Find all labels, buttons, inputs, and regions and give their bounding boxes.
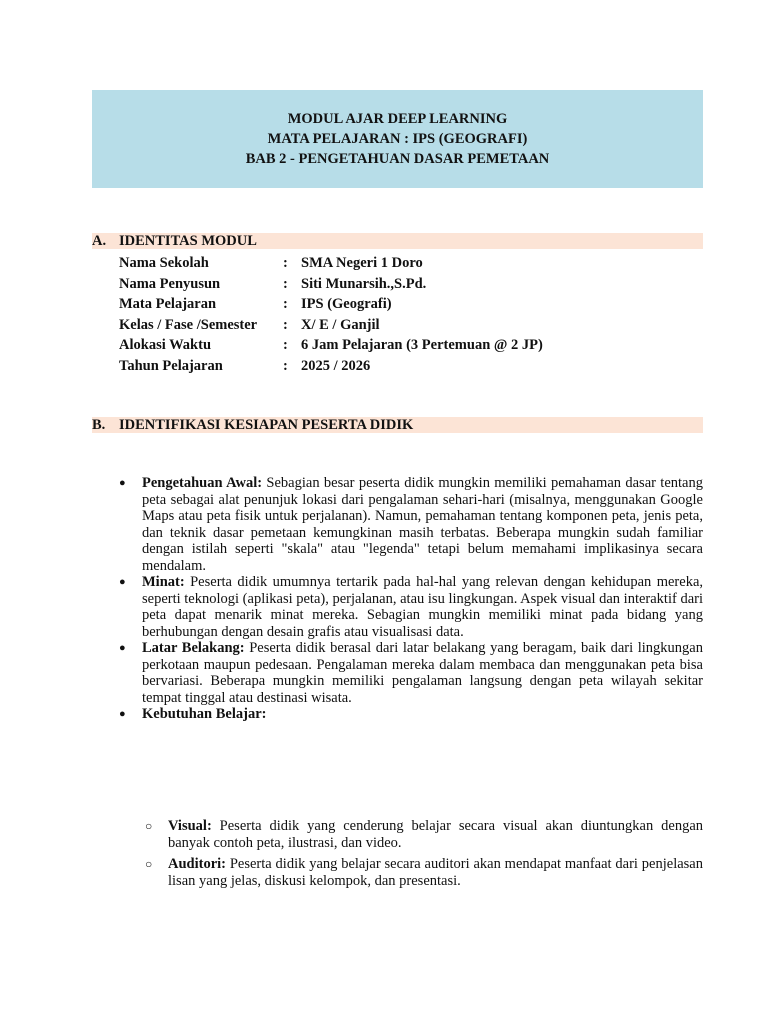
identity-label: Kelas / Fase /Semester bbox=[119, 316, 258, 333]
section-b-heading bbox=[92, 417, 703, 433]
section-a-heading bbox=[92, 233, 703, 249]
list-item-background bbox=[119, 640, 703, 706]
sub-bullet-circle-icon: ○ bbox=[145, 857, 153, 871]
bullet-dot-icon: ● bbox=[119, 642, 126, 654]
readiness-bullet-list bbox=[119, 475, 703, 723]
identity-value: IPS (Geografi) bbox=[301, 296, 392, 312]
sub-bullet-text: Peserta didik yang cenderung belajar secara visual akan diuntungkan dengan banyak contoh peta, ilustrasi, dan video. bbox=[168, 818, 703, 851]
bullet-dot-icon: ● bbox=[119, 576, 126, 588]
identity-colon: : bbox=[283, 275, 288, 292]
list-item-learning-needs bbox=[119, 706, 703, 723]
sub-bullet-term: Auditori: bbox=[168, 856, 226, 872]
identity-colon: : bbox=[283, 337, 288, 353]
identity-table bbox=[119, 253, 543, 376]
section-b-letter: B. bbox=[92, 417, 106, 433]
title-line-2: MATA PELAJARAN : IPS (GEOGRAFI) bbox=[267, 131, 528, 147]
identity-value: Siti Munarsih.,S.Pd. bbox=[301, 275, 427, 292]
title-line-1: MODUL AJAR DEEP LEARNING bbox=[287, 111, 508, 127]
identity-label: Mata Pelajaran bbox=[119, 296, 217, 312]
identity-row-author bbox=[119, 274, 543, 295]
document-title-box bbox=[92, 90, 703, 188]
sub-bullet-term: Visual: bbox=[168, 818, 212, 834]
bullet-term: Pengetahuan Awal: bbox=[142, 475, 263, 491]
bullet-text: Peserta didik berasal dari latar belakang yang beragam, baik dari lingkungan perkotaan maupun pedesaan. Pengalaman mereka dalam membaca dan menggunakan peta bisa bervariasi. Beberapa mungkin memiliki pengalaman langsung dengan peta wilayah sekitar tempat tinggal atau destinasi wisata. bbox=[142, 640, 703, 706]
identity-colon: : bbox=[283, 296, 288, 312]
list-item-prior-knowledge bbox=[119, 475, 703, 574]
bullet-dot-icon: ● bbox=[119, 477, 126, 489]
identity-value: X/ E / Ganjil bbox=[301, 316, 380, 333]
identity-colon: : bbox=[283, 357, 288, 374]
bullet-text: Sebagian besar peserta didik mungkin memiliki pemahaman dasar tentang peta sebagai alat penunjuk lokasi dari pengalaman sehari-hari (misalnya, menggunakan Google Maps atau peta fisik untuk perjalanan). Namun, pemahaman tentang komponen peta, jenis peta, dan teknik dasar pemetaan kemungkinan masih terbatas. Beberapa mungkin sudah familiar dengan istilah seperti "skala" atau "legenda" tetapi belum memahami implikasinya secara mendalam. bbox=[142, 475, 703, 574]
list-item-interest bbox=[119, 574, 703, 640]
identity-colon: : bbox=[283, 316, 288, 333]
learning-needs-sub-list bbox=[145, 818, 703, 894]
identity-label: Tahun Pelajaran bbox=[119, 357, 223, 374]
identity-row-time bbox=[119, 335, 543, 356]
section-a-title: IDENTITAS MODUL bbox=[119, 233, 257, 249]
identity-colon: : bbox=[283, 255, 288, 271]
list-item-visual bbox=[145, 818, 703, 851]
identity-row-subject bbox=[119, 294, 543, 315]
bullet-text: Peserta didik umumnya tertarik pada hal-hal yang relevan dengan kehidupan mereka, seperti teknologi (aplikasi peta), perjalanan, atau isu lingkungan. Aspek visual dan interaktif dari peta dapat menarik minat mereka. Sebagian mungkin memiliki minat pada bidang yang berhubungan dengan desain grafis atau visualisasi data. bbox=[142, 574, 703, 640]
identity-value: 6 Jam Pelajaran (3 Pertemuan @ 2 JP) bbox=[301, 337, 543, 353]
bullet-dot-icon: ● bbox=[119, 708, 126, 720]
identity-label: Nama Sekolah bbox=[119, 255, 209, 271]
identity-label: Nama Penyusun bbox=[119, 275, 221, 292]
identity-row-year bbox=[119, 356, 543, 377]
identity-value: 2025 / 2026 bbox=[301, 357, 371, 374]
bullet-term: Latar Belakang: bbox=[142, 640, 245, 656]
identity-label: Alokasi Waktu bbox=[119, 337, 212, 353]
bullet-term: Minat: bbox=[142, 574, 185, 590]
bullet-term: Kebutuhan Belajar: bbox=[142, 706, 267, 722]
sub-bullet-circle-icon: ○ bbox=[145, 819, 153, 833]
section-b-title: IDENTIFIKASI KESIAPAN PESERTA DIDIK bbox=[119, 417, 414, 433]
identity-row-class bbox=[119, 315, 543, 336]
identity-row-school bbox=[119, 253, 543, 274]
section-a-letter: A. bbox=[92, 233, 107, 249]
title-line-3: BAB 2 - PENGETAHUAN DASAR PEMETAAN bbox=[245, 151, 550, 167]
sub-bullet-text: Peserta didik yang belajar secara auditori akan mendapat manfaat dari penjelasan lisan yang jelas, diskusi kelompok, dan presentasi. bbox=[168, 856, 703, 889]
list-item-auditory bbox=[145, 856, 703, 889]
identity-value: SMA Negeri 1 Doro bbox=[301, 255, 423, 271]
